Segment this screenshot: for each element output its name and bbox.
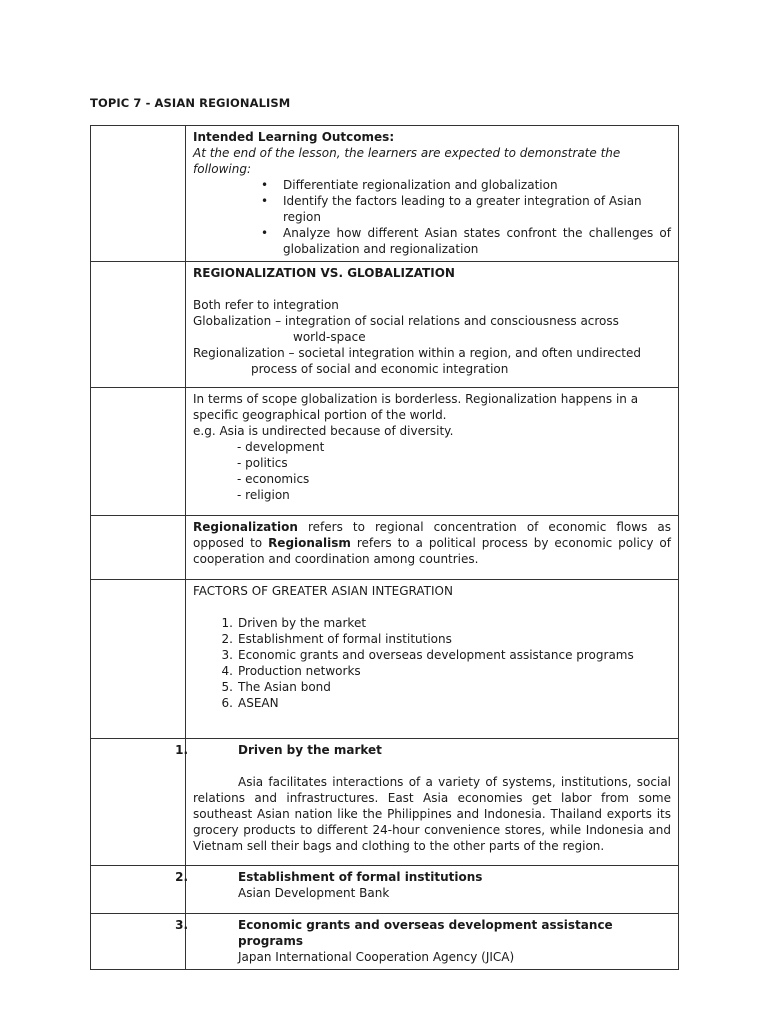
factors-list (193, 615, 671, 711)
ilo-cell (186, 126, 679, 262)
list-item: 3 . Economic grants and overseas development assistance programs (238, 647, 671, 663)
list-item: 1 . Driven by the market (238, 615, 671, 631)
glob-definition-cont: world-space (293, 330, 366, 344)
table-row (91, 126, 679, 262)
reg-definition: Regionalization – societal integration within a region, and often undirected (193, 346, 641, 360)
left-cell (91, 580, 186, 739)
left-cell (91, 126, 186, 262)
defs-text-1: refers to regional concentration of economic flows as opposed to (193, 520, 671, 550)
table-row (91, 262, 679, 388)
list-item: - economics (237, 472, 310, 486)
grants-heading: 3 . Economic grants and overseas development assistance programs (193, 917, 671, 949)
factors-heading: FACTORS OF GREATER ASIAN INTEGRATION (193, 584, 453, 598)
left-cell (91, 388, 186, 516)
grants-sub: Japan International Cooperation Agency (JICA) (238, 950, 515, 964)
defs-text-2: refers to a political process by economic policy of cooperation and coordination among countries. (193, 536, 671, 566)
scope-text: In terms of scope globalization is borderless. Regionalization happens in a specific geographical portion of the world. (193, 392, 639, 422)
glob-definition: Globalization – integration of social relations and consciousness across (193, 314, 619, 328)
page-title: TOPIC 7 - ASIAN REGIONALISM (90, 96, 291, 110)
ilo-list (193, 177, 671, 257)
list-item: 6 . ASEAN (238, 695, 671, 711)
regglob-cell (186, 262, 679, 388)
list-item: - religion (237, 488, 290, 502)
left-cell (91, 262, 186, 388)
reg-definition-cont: process of social and economic integration (251, 362, 509, 376)
table-row (91, 866, 679, 914)
market-text: Asia facilitates interactions of a variety of systems, institutions, social relations and infrastructures. East Asia economies get labor from some southeast Asian nation like the Philippines and Indonesia. Thailand exports its grocery products to different 24-hour convenience stores, while Indonesia and Vietnam sell their bags and clothing to the other parts of the region. (193, 775, 671, 853)
table-row (91, 388, 679, 516)
scope-cell (186, 388, 679, 516)
left-cell (91, 516, 186, 580)
ilo-intro: At the end of the lesson, the learners are expected to demonstrate the following: (193, 146, 621, 176)
list-item: - politics (237, 456, 288, 470)
factors-cell (186, 580, 679, 739)
list-item: - development (237, 440, 325, 454)
market-heading: 1 . Driven by the market (193, 742, 671, 758)
table-row (91, 580, 679, 739)
list-item: • Identify the factors leading to a greater integration of Asian region (283, 193, 671, 225)
list-item: 4 . Production networks (238, 663, 671, 679)
scope-example: e.g. Asia is undirected because of diversity. (193, 424, 454, 438)
defs-cell (186, 516, 679, 580)
content-table (90, 125, 679, 970)
grants-cell (175, 914, 679, 970)
list-item: • Differentiate regionalization and globalization (283, 177, 671, 193)
market-cell (175, 739, 679, 866)
table-row (91, 739, 679, 866)
term-regionalization: Regionalization (193, 520, 298, 534)
list-item: • Analyze how different Asian states confront the challenges of globalization and regionalization (283, 225, 671, 257)
table-row (91, 516, 679, 580)
institutions-cell (175, 866, 679, 914)
regglob-heading: REGIONALIZATION VS. GLOBALIZATION (193, 266, 455, 280)
list-item: 5 . The Asian bond (238, 679, 671, 695)
institutions-heading: 2 . Establishment of formal institutions (193, 869, 671, 885)
institutions-sub: Asian Development Bank (238, 886, 390, 900)
term-regionalism: Regionalism (268, 536, 351, 550)
ilo-heading: Intended Learning Outcomes: (193, 130, 395, 144)
table-row (91, 914, 679, 970)
regglob-line1: Both refer to integration (193, 298, 339, 312)
list-item: 2 . Establishment of formal institutions (238, 631, 671, 647)
